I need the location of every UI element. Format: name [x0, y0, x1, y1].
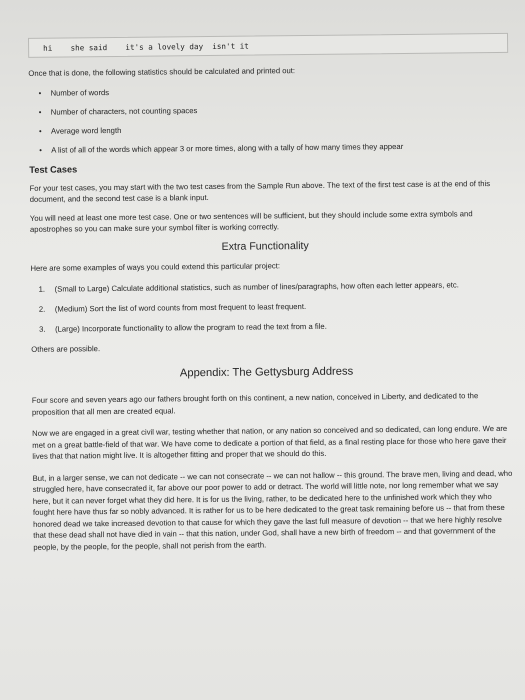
list-number: 2.	[38, 304, 46, 314]
list-number: 3.	[39, 324, 46, 334]
extra-intro: Here are some examples of ways you could extend this particular project:	[30, 261, 280, 273]
list-text: (Medium) Sort the list of word counts from most frequent to least frequent.	[54, 301, 307, 314]
statistics-intro: Once that is done, the following statistics should be calculated and printed out:	[28, 66, 296, 78]
document-content	[18, 33, 513, 553]
list-item	[39, 299, 511, 315]
list-item: • Number of characters, not counting spaces	[51, 103, 509, 118]
list-item: • Number of words	[51, 84, 509, 99]
list-item: • A list of all of the words which appear 3 or more times, along with a tally of how many times they appear	[51, 141, 509, 156]
list-item: • Average word length	[51, 122, 509, 137]
list-item	[39, 279, 511, 295]
test-cases-heading: Test Cases	[29, 164, 78, 175]
sample-input-code-box: hi she said it's a lovely day isn't it	[28, 33, 508, 58]
test-cases-paragraph: You will need at least one more test case. One or two sentences will be sufficient, but they should include some extra symbols and apostrophes so you can make sure your symbol filter is working correctly.	[29, 209, 473, 234]
gettysburg-address	[22, 390, 514, 553]
extension-list	[39, 279, 512, 335]
address-paragraph: But, in a larger sense, we can not dedicate -- we can not consecrate -- we can not hallow -- this ground. The brave men, living and dead, who struggled here, have consecrated it, far above our poor power to add or detract. The world will little note, nor long remember what we say here, but it can never forget what they did here. It is for us the living, rather, to be dedicated here to the unfinished work which they who fought here have thus far so nobly advanced. It is rather for us to be here dedicated to the great task remaining before us -- that from these honored dead we take increased devotion to that cause for which they gave the last full measure of devotion -- that we here highly resolve that these dead shall not have died in vain -- that this nation, under God, shall have a new birth of freedom -- and that government of the people, by the people, for the people, shall not perish from the earth.	[32, 468, 513, 552]
address-paragraph: Four score and seven years ago our fathers brought forth on this continent, a new nation, conceived in Liberty, and dedicated to the proposition that all men are created equal.	[31, 391, 479, 417]
list-number: 1.	[38, 284, 46, 294]
extra-functionality-heading: Extra Functionality	[221, 239, 309, 253]
test-cases-paragraph: For your test cases, you may start with the two test cases from the Sample Run above. The text of the first test case is at the end of this document, and the second test case is a blank input.	[29, 179, 491, 204]
statistics-list	[19, 84, 510, 156]
address-paragraph: Now we are engaged in a great civil war, testing whether that nation, or any nation so conceived and so dedicated, can long endure. We are met on a great battle-field of that war. We have come to dedicate a portion of that field, as a final resting place for those who here gave their lives that that nation might live. It is altogether fitting and proper that we should do this.	[32, 423, 508, 461]
extra-outro: Others are possible.	[31, 344, 101, 354]
list-text: (Small to Large) Calculate additional statistics, such as number of lines/paragraphs, how often each letter appears, etc.	[54, 280, 459, 294]
list-text: (Large) Incorporate functionality to allow the program to read the text from a file.	[55, 321, 327, 334]
appendix-heading: Appendix: The Gettysburg Address	[179, 365, 354, 380]
list-item	[39, 319, 511, 335]
